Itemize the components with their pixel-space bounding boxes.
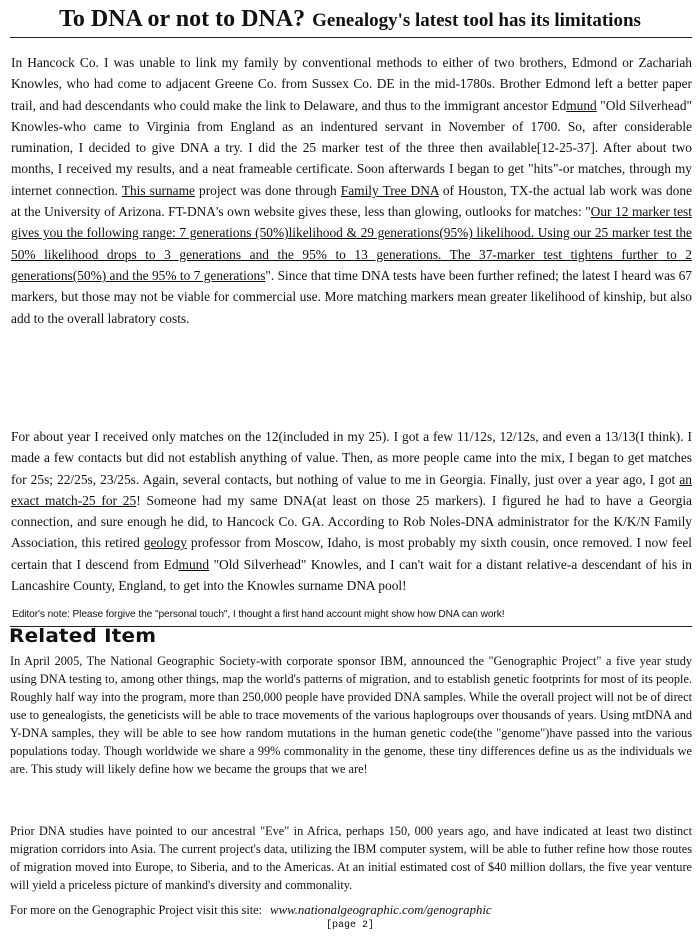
page-number: [page 2] — [325, 920, 374, 931]
related-more-info — [10, 901, 692, 919]
related-heading: Related Item — [9, 625, 157, 647]
exact-match-highlight: an exact match-25 for 25 — [11, 471, 692, 508]
article-body-continued — [11, 426, 692, 596]
related-paragraph-2: Prior DNA studies have pointed to our ancestral "Eve" in Africa, perhaps 150, 000 years ago, and have indicated at least two distinct migration corridors into Asia. The current project's data, utilizing the IBM computer system, will be able to futher refine how those routes of migration moved into Europe, to Siberia, and to the Americas. At an initial estimated cost of $40 million dollars, the five year venture will yield a priceless picture of mankind's diversity and commonality. — [10, 824, 692, 892]
editor-note: Editor's note: Please forgive the "personal touch", I thought a first hand account might show how DNA can work! — [12, 609, 505, 620]
more-info-text: For more on the Genographic Project visit this site: — [10, 903, 263, 917]
title-rule — [10, 37, 692, 38]
article-title — [0, 6, 700, 33]
article-paragraph-1: In Hancock Co. I was unable to link my family by conventional methods to either of two brothers, Edmond or Zachariah Knowles, who had come to adjacent Greene Co. from Sussex Co. DE in the mid-1780s. Brother Edmond left a better paper trail, and had descendants who could make the link to Delaware, and thus to the immigrant ancestor Edmund "Old Silverhead" Knowles-who came to Virginia from England as an indentured servant in November of 1700. So, after considerable rumination, I decided to give DNA a try. I did the 25 marker test of the three then available[12-25-37]. After about two months, I received my results, and a neat frameable certificate. Soon afterwards I began to get "hits"-or matches, through my internet connection. This surname project was done through Family Tree DNA of Houston, TX-the actual lab work was done at the University of Arizona. FT-DNA's own website gives these, less than glowing, outlooks for matches: "Our 12 marker test gives you the following range: 7 generations (50%)likelihood & 29 generations(95%) likelihood. Using our 25 marker test the 50% likelihood drops to 3 generations and the 95% to 13 generations. The 37-marker test tightens further to 2 generations(50%) and the 95% to 7 generations". Since that time DNA tests have been further refined; the latest I heard was 67 markers, but those may not be viable for commercial use. More matching markers mean greater likelihood of kinship, but also add to the overall labratory costs. — [11, 55, 692, 326]
related-paragraph-1: In April 2005, The National Geographic Society-with corporate sponsor IBM, announced the "Genographic Project" a five year study using DNA testing to, among other things, map the world's patterns of migration, and to establish genetic footprints for most of its people. Roughly half way into the program, more than 250,000 people have provided DNA samples. While the overall project will not be of direct use to genealogists, the geneticists will be able to trace movements of the various haplogroups over thousands of years. Using mtDNA and Y-DNA samples, they will be able to see how random mutations in the human genetic code(the "genome")have passed into the various populations today. Though worldwide we share a 99% commonality in the genome, these tiny differences define us as the individuals we are. This study will likely define how we became the groups that we are! — [10, 654, 692, 776]
marker-test-quote: Our 12 marker test gives you the following range: 7 generations (50%)likelihood & 29 generations(95%) likelihood. Using our 25 marker test the 50% likelihood drops to 3 generations and the 95% to 13 generations. The 37-marker test tightens further to 2 generations(50%) and the 95% to 7 generations — [11, 204, 692, 283]
family-tree-dna-link[interactable]: Family Tree DNA — [340, 182, 439, 198]
genographic-url-link[interactable]: www.nationalgeographic.com/genographic — [270, 903, 492, 917]
article-body — [11, 52, 692, 329]
surname-link[interactable]: This surname — [121, 182, 195, 198]
article-paragraph-2: For about year I received only matches on the 12(included in my 25). I got a few 11/12s, 12/12s, and even a 13/13(I think). I made a few contacts but did not establish anything of value. Then, as more people came into the mix, I began to get matches for 25s; 22/25s, 23/25s. Again, several contacts, but nothing of value to me in Georgia. Finally, just over a year ago, I got an exact match-25 for 25! Someone had my same DNA(at least on those 25 markers). I figured he had to have a Georgia connection, and sure enough he did, to Hancock Co. GA. According to Rob Noles-DNA administrator for the K/K/N Family Association, this retired geology professor from Moscow, Idaho, is most probably my sixth cousin, once removed. I now feel certain that I descend from Edmund "Old Silverhead" Knowles, and I can't wait for a distant relative-a descendant of his in Lancashire County, England, to get into the Knowles surname DNA pool! — [11, 429, 692, 594]
title-main: To DNA or not to DNA? — [59, 6, 306, 32]
title-subtitle: Genealogy's latest tool has its limitations — [312, 10, 641, 31]
